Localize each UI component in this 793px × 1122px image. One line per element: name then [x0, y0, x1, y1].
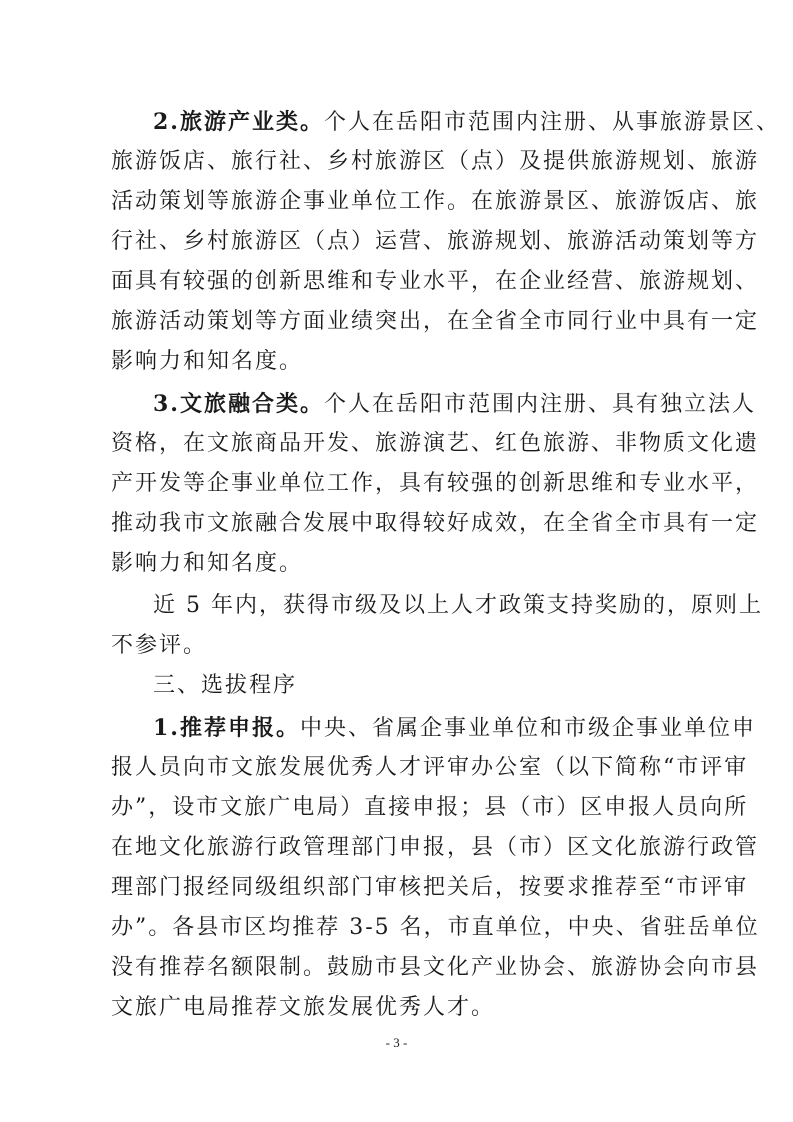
para2-line-2: 旅游饭店、旅行社、乡村旅游区（点）及提供旅游规划、旅游	[111, 149, 760, 174]
section-title: 三、选拔程序	[153, 673, 298, 698]
para2-line-5: 面具有较强的创新思维和专业水平，在企业经营、旅游规划、	[111, 269, 760, 294]
recommend-line-2: 报人员向市文旅发展优秀人才评审办公室（以下简称“市评审	[111, 755, 749, 780]
para2-line-4: 行社、乡村旅游区（点）运营、旅游规划、旅游活动策划等方	[111, 229, 760, 254]
recommend-line-3: 办”，设市文旅广电局）直接申报；县（市）区申报人员向所	[111, 795, 749, 820]
para3-line-1	[153, 389, 756, 419]
recommend-heading: 1.推荐申报。	[153, 715, 300, 741]
recommend-line-8: 文旅广电局推荐文旅发展优秀人才。	[111, 995, 496, 1020]
para3-heading: 3.文旅融合类。	[153, 391, 324, 417]
para2-line-6: 旅游活动策划等方面业绩突出，在全省全市同行业中具有一定	[111, 309, 760, 334]
para3-line-3: 产开发等企事业单位工作，具有较强的创新思维和专业水平，	[111, 471, 760, 496]
recommend-line-1	[153, 713, 756, 743]
para2-line-1	[153, 107, 780, 137]
recommend-line-1-text: 中央、省属企事业单位和市级企事业单位申	[299, 716, 756, 741]
para2-line-3: 活动策划等旅游企事业单位工作。在旅游景区、旅游饭店、旅	[111, 189, 760, 214]
note-line-1: 近 5 年内，获得市级及以上人才政策支持奖励的，原则上	[153, 593, 763, 618]
para3-line-4: 推动我市文旅融合发展中取得较好成效，在全省全市具有一定	[111, 511, 760, 536]
para3-line-5: 影响力和知名度。	[111, 551, 304, 576]
recommend-line-6: 办”。各县市区均推荐 3-5 名，市直单位，中央、省驻岳单位	[111, 915, 760, 940]
para2-line-7: 影响力和知名度。	[111, 349, 304, 374]
page-number: - 3 -	[385, 1035, 408, 1050]
para2-line-1-text: 个人在岳阳市范围内注册、从事旅游景区、	[323, 110, 780, 135]
recommend-line-4: 在地文化旅游行政管理部门申报，县（市）区文化旅游行政管	[111, 835, 760, 860]
recommend-line-7: 没有推荐名额限制。鼓励市县文化产业协会、旅游协会向市县	[111, 955, 760, 980]
recommend-line-5: 理部门报经同级组织部门审核把关后，按要求推荐至“市评审	[111, 875, 749, 900]
para3-line-2: 资格，在文旅商品开发、旅游演艺、红色旅游、非物质文化遗	[111, 431, 760, 456]
note-line-2: 不参评。	[111, 633, 208, 658]
para3-line-1-text: 个人在岳阳市范围内注册、具有独立法人	[323, 392, 756, 417]
para2-heading: 2.旅游产业类。	[153, 109, 324, 135]
